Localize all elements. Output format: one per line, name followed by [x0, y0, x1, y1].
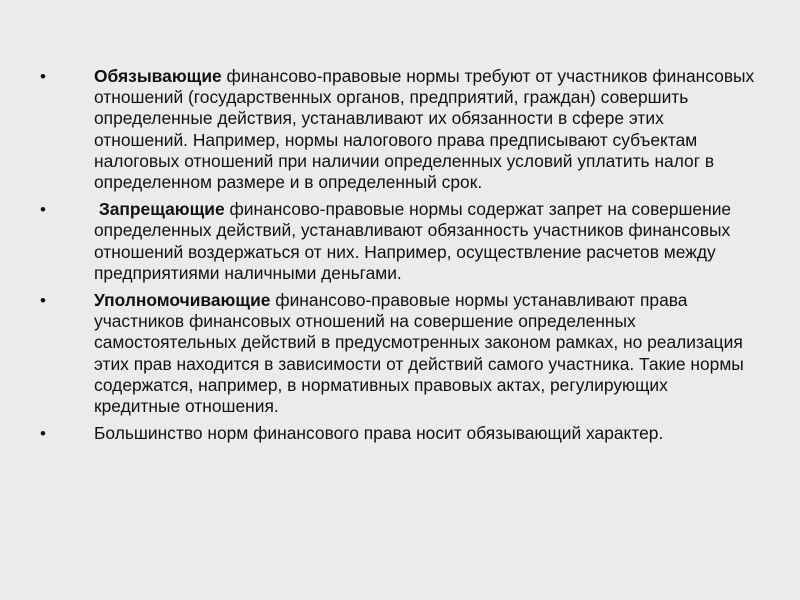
bullet-icon: •: [40, 291, 46, 311]
term-label: Запрещающие: [94, 199, 225, 220]
list-item-summary: [40, 423, 755, 444]
bullet-list: [40, 66, 755, 450]
item-text: финансово-правовые нормы содержат запрет на совершение определенных действий, устанавливают обязанность участников финансовых отношений воздержаться от них. Например, осуществление расчетов между предприятиями наличными деньгами.: [94, 199, 732, 283]
term-label: Обязывающие: [94, 66, 222, 86]
list-item-prohibiting: [40, 199, 755, 284]
item-text: Большинство норм финансового права носит обязывающий характер.: [94, 423, 664, 444]
bullet-icon: •: [40, 67, 46, 86]
item-text: финансово-правовые нормы устанавливают права участников финансовых отношений на совершение определенных самостоятельных действий в предусмотренных законом рамках, но реализация этих прав находится в зависимости от действий самого участника. Такие нормы содержатся, например, в нормативных правовых актах, регулирующих кредитные отношения.: [94, 290, 744, 417]
item-text: финансово-правовые нормы требуют от участников финансовых отношений (государственных органов, предприятий, граждан) совершить определенные действия, устанавливают их обязанности в сфере этих отношений. Например, нормы налогового права предписывают субъектам налоговых отношений при наличии определенных условий уплатить налог в определенном размере и в определенный срок.: [94, 66, 755, 193]
bullet-icon: •: [40, 424, 46, 444]
bullet-icon: •: [40, 200, 46, 220]
list-item-obligating: [40, 66, 755, 193]
list-item-empowering: [40, 290, 755, 417]
term-label: Уполномочивающие: [94, 290, 271, 311]
